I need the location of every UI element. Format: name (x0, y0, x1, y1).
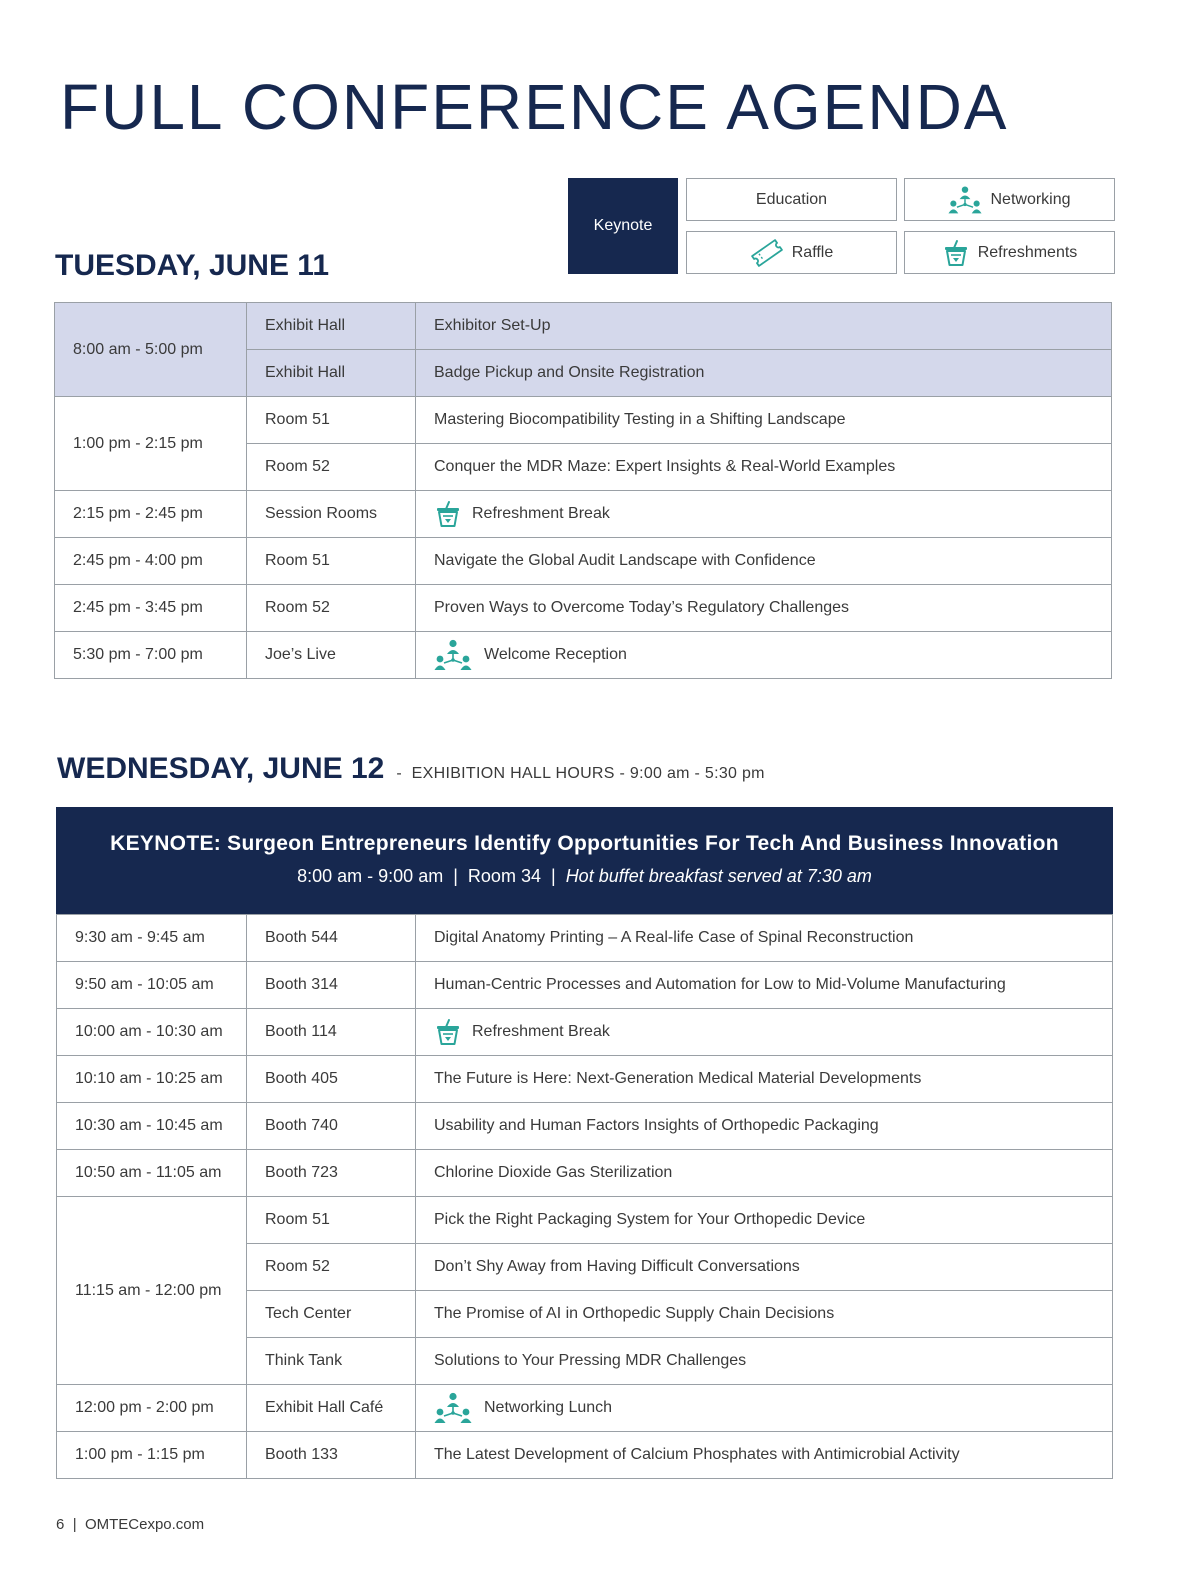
table-row (55, 491, 1112, 538)
table-row (55, 538, 1112, 585)
session-cell: Chlorine Dioxide Gas Sterilization (416, 1150, 1113, 1197)
raffle-ticket-icon (750, 238, 784, 268)
session-cell: The Future is Here: Next-Generation Medical Material Developments (416, 1056, 1113, 1103)
location-cell: Booth 133 (247, 1432, 416, 1479)
table-row (55, 585, 1112, 632)
location-cell: Booth 544 (247, 915, 416, 962)
session-cell: Don’t Shy Away from Having Difficult Conversations (416, 1244, 1113, 1291)
session-cell: Exhibitor Set-Up (416, 303, 1112, 350)
session-cell: Solutions to Your Pressing MDR Challenges (416, 1338, 1113, 1385)
session-cell: Navigate the Global Audit Landscape with Confidence (416, 538, 1112, 585)
refreshment-icon (434, 500, 462, 528)
time-cell: 1:00 pm - 1:15 pm (57, 1432, 247, 1479)
location-cell: Session Rooms (247, 491, 416, 538)
time-cell: 10:10 am - 10:25 am (57, 1056, 247, 1103)
page-number: 6 (56, 1516, 65, 1533)
legend-raffle-label: Raffle (791, 243, 834, 261)
networking-icon (434, 1392, 472, 1424)
keynote-divider: | (550, 866, 556, 886)
session-cell: Human-Centric Processes and Automation for Low to Mid-Volume Manufacturing (416, 962, 1113, 1009)
location-cell: Booth 114 (247, 1009, 416, 1056)
location-cell: Tech Center (247, 1291, 416, 1338)
session-cell (416, 491, 1112, 538)
time-cell: 8:00 am - 5:00 pm (55, 303, 247, 397)
time-cell: 11:15 am - 12:00 pm (57, 1197, 247, 1385)
legend-keynote (568, 178, 678, 274)
table-row (57, 1385, 1113, 1432)
session-cell: Badge Pickup and Onsite Registration (416, 350, 1112, 397)
legend-networking-label: Networking (990, 190, 1071, 208)
refreshment-icon (942, 239, 970, 267)
keynote-note: Hot buffet breakfast served at 7:30 am (565, 866, 872, 886)
location-cell: Room 51 (247, 397, 416, 444)
time-cell: 9:30 am - 9:45 am (57, 915, 247, 962)
footer-site-link[interactable]: OMTECexpo.com (84, 1516, 205, 1533)
session-cell (416, 1009, 1113, 1056)
legend-networking (904, 178, 1115, 221)
page-footer (56, 1516, 204, 1533)
session-cell: Usability and Human Factors Insights of Orthopedic Packaging (416, 1103, 1113, 1150)
table-row (57, 962, 1113, 1009)
location-cell: Think Tank (247, 1338, 416, 1385)
wednesday-header (57, 752, 765, 786)
keynote-details (56, 866, 1113, 887)
table-row (57, 1432, 1113, 1479)
session-cell: Pick the Right Packaging System for Your Orthopedic Device (416, 1197, 1113, 1244)
session-cell (416, 632, 1112, 679)
location-cell: Exhibit Hall Café (247, 1385, 416, 1432)
table-row (57, 1103, 1113, 1150)
session-cell: Digital Anatomy Printing – A Real-life Case of Spinal Reconstruction (416, 915, 1113, 962)
time-cell: 2:45 pm - 3:45 pm (55, 585, 247, 632)
heading-separator: - (396, 765, 402, 782)
location-cell: Room 52 (247, 444, 416, 491)
location-cell: Booth 740 (247, 1103, 416, 1150)
table-row (57, 1009, 1113, 1056)
table-row (57, 1197, 1113, 1244)
tuesday-heading: TUESDAY, JUNE 11 (55, 249, 330, 282)
wednesday-heading: WEDNESDAY, JUNE 12 (57, 752, 385, 785)
legend-education-label: Education (755, 190, 828, 208)
location-cell: Exhibit Hall (247, 303, 416, 350)
session-label: Welcome Reception (484, 646, 627, 663)
legend (568, 178, 1116, 274)
session-cell: Conquer the MDR Maze: Expert Insights & Real-World Examples (416, 444, 1112, 491)
footer-divider: | (72, 1516, 77, 1533)
keynote-divider: | (453, 866, 458, 886)
session-cell (416, 1385, 1113, 1432)
keynote-room: Room 34 (467, 866, 541, 886)
session-label: Networking Lunch (484, 1399, 613, 1416)
keynote-title: KEYNOTE: Surgeon Entrepreneurs Identify Opportunities For Tech And Business Innovation (110, 832, 1059, 855)
legend-refreshments-label: Refreshments (977, 243, 1078, 261)
wednesday-agenda-table (56, 914, 1113, 1479)
session-cell: The Latest Development of Calcium Phosphates with Antimicrobial Activity (416, 1432, 1113, 1479)
session-cell: Mastering Biocompatibility Testing in a Shifting Landscape (416, 397, 1112, 444)
table-row (55, 632, 1112, 679)
keynote-time: 8:00 am - 9:00 am (297, 866, 444, 886)
location-cell: Exhibit Hall (247, 350, 416, 397)
time-cell: 2:15 pm - 2:45 pm (55, 491, 247, 538)
location-cell: Room 52 (247, 585, 416, 632)
table-row (57, 1056, 1113, 1103)
time-cell: 10:30 am - 10:45 am (57, 1103, 247, 1150)
location-cell: Booth 405 (247, 1056, 416, 1103)
legend-keynote-label: Keynote (593, 217, 653, 234)
time-cell: 12:00 pm - 2:00 pm (57, 1385, 247, 1432)
legend-raffle (686, 231, 897, 274)
table-row (57, 915, 1113, 962)
legend-refreshments (904, 231, 1115, 274)
time-cell: 10:50 am - 11:05 am (57, 1150, 247, 1197)
networking-icon (948, 185, 982, 215)
networking-icon (434, 639, 472, 671)
time-cell: 1:00 pm - 2:15 pm (55, 397, 247, 491)
time-cell: 10:00 am - 10:30 am (57, 1009, 247, 1056)
table-row (57, 1150, 1113, 1197)
time-cell: 2:45 pm - 4:00 pm (55, 538, 247, 585)
session-label: Refreshment Break (472, 505, 610, 522)
location-cell: Booth 723 (247, 1150, 416, 1197)
location-cell: Room 51 (247, 538, 416, 585)
keynote-banner (56, 807, 1113, 914)
session-cell: The Promise of AI in Orthopedic Supply Chain Decisions (416, 1291, 1113, 1338)
session-label: Refreshment Break (472, 1023, 610, 1040)
table-row (55, 303, 1112, 350)
tuesday-agenda-table (54, 302, 1112, 679)
time-cell: 5:30 pm - 7:00 pm (55, 632, 247, 679)
location-cell: Room 51 (247, 1197, 416, 1244)
location-cell: Room 52 (247, 1244, 416, 1291)
location-cell: Joe’s Live (247, 632, 416, 679)
session-cell: Proven Ways to Overcome Today’s Regulatory Challenges (416, 585, 1112, 632)
legend-education (686, 178, 897, 221)
refreshment-icon (434, 1018, 462, 1046)
table-row (55, 397, 1112, 444)
time-cell: 9:50 am - 10:05 am (57, 962, 247, 1009)
location-cell: Booth 314 (247, 962, 416, 1009)
page-title: FULL CONFERENCE AGENDA (60, 71, 1009, 143)
exhibition-hall-hours: EXHIBITION HALL HOURS - 9:00 am - 5:30 pm (411, 765, 765, 782)
